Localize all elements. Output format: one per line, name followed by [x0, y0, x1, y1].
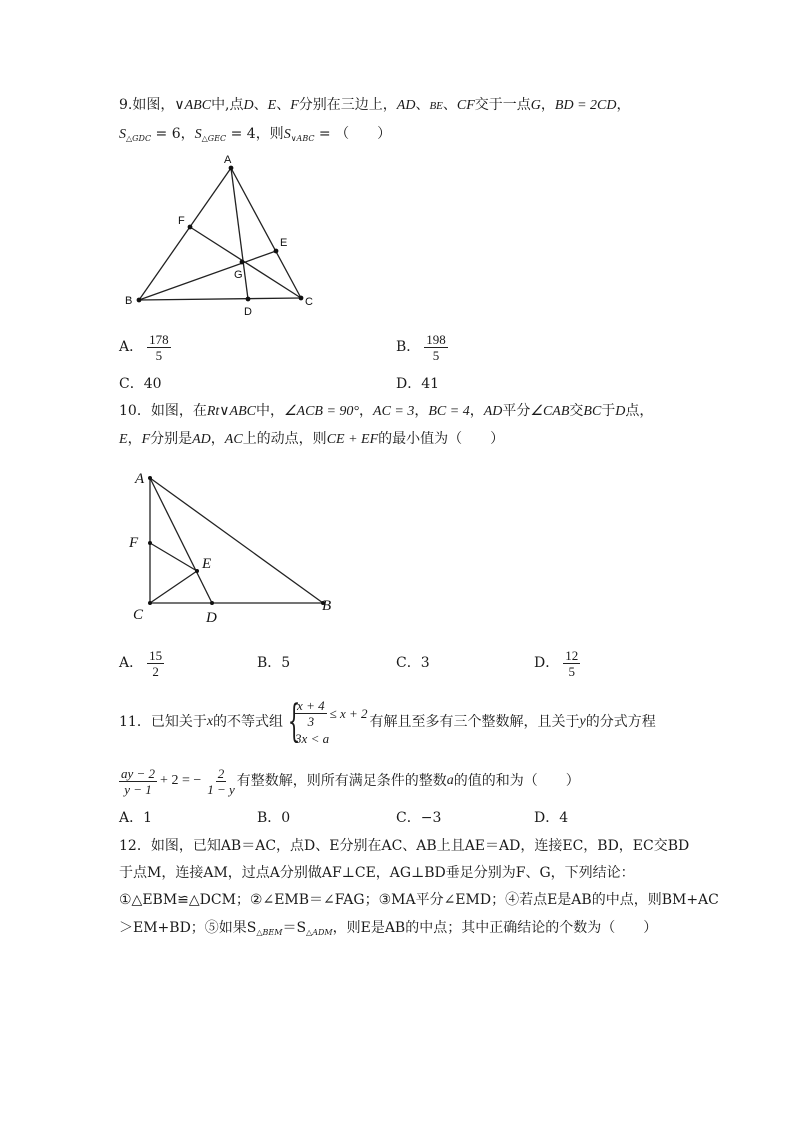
q10-text-f: 分别是 — [150, 431, 193, 447]
q9-area3-value: = （ ） — [314, 126, 392, 142]
q9-option-a-fraction — [147, 332, 171, 363]
q9-line-2 — [119, 124, 391, 149]
q9-figure — [120, 150, 320, 320]
q9-area2-sub: △GEC — [201, 134, 227, 143]
q11-option-c-value: −3 — [420, 810, 442, 826]
q10-option-a-denominator: 2 — [152, 663, 159, 679]
q9-option-a-label: A． — [119, 339, 144, 355]
q9-area3-sub: ∨ABC — [290, 134, 315, 143]
q10-comma-2: ， — [414, 403, 429, 419]
q10-dot-f — [148, 541, 152, 545]
q9-prefix: 9.如图， — [119, 97, 175, 113]
q11-var-x: x — [206, 714, 214, 729]
q10-label-b: B — [322, 598, 332, 614]
q9-dot-f — [188, 225, 193, 230]
q12-line-2: 于点M，连接AM，过点A分别做AF⊥CE，AG⊥BD垂足分别为F、G，下列结论： — [119, 865, 635, 881]
q9-option-a-numerator: 178 — [149, 331, 169, 347]
q10-option-b-label: B． — [257, 655, 282, 671]
q9-text-c: 交于一点 — [474, 97, 531, 113]
q10-dot-e — [195, 569, 199, 573]
q11-eq-middle: + 2 = − — [160, 773, 202, 788]
q9-sep-2: 、 — [276, 97, 291, 113]
q11-option-a-label: A． — [119, 810, 144, 826]
q11-inequalities — [295, 698, 367, 746]
q10-comma-4: ， — [127, 431, 142, 447]
q11-text-b: 有解且至多有三个整数解，且关于 — [369, 714, 580, 730]
q9-area2-label: S — [194, 127, 202, 142]
q9-sep-3: 、 — [415, 97, 430, 113]
q9-seg-be: BE — [429, 100, 443, 112]
q9-option-c-label: C． — [119, 376, 144, 392]
q9-area1-sub: △GDC — [126, 134, 152, 143]
q10-option-d-label: D． — [534, 655, 560, 671]
q10-option-d — [534, 646, 580, 680]
q9-condition-bd: BD = 2CD — [554, 98, 617, 113]
q10-label-d: D — [206, 610, 217, 626]
q10-triangle-abc: ABC — [229, 404, 256, 419]
q9-option-b-denominator: 5 — [432, 347, 440, 363]
q11-inequality-system — [285, 698, 367, 746]
q12-line4-b: ＝S — [282, 920, 307, 936]
q11-option-d-value: 4 — [559, 810, 569, 826]
q11-option-c — [396, 808, 441, 828]
q9-area1-value: = 6 — [151, 126, 181, 142]
q10-option-b — [257, 653, 290, 673]
q9-area3-label: S — [283, 127, 291, 142]
q11-ineq1-numerator: x + 4 — [297, 698, 325, 713]
q11-text-e: 的值的和为（ ） — [453, 773, 580, 789]
q9-option-a-denominator: 5 — [155, 347, 163, 363]
q9-label-g: G — [234, 269, 243, 281]
q10-line-1 — [119, 401, 653, 422]
q11-option-a-value: 1 — [143, 810, 153, 826]
q9-area2-value: = 4 — [226, 126, 256, 142]
q10-text-d: 于 — [601, 403, 616, 419]
q10-option-d-fraction — [563, 648, 580, 679]
q9-label-f: F — [178, 215, 185, 227]
q10-ad: AD — [483, 404, 503, 419]
q11-inequality-2: 3x < a — [295, 731, 330, 746]
q10-seg-ce — [150, 571, 197, 603]
q9-point-f: F — [290, 98, 299, 113]
q9-label-d: D — [244, 306, 252, 318]
q12-line-4 — [119, 918, 657, 943]
q9-comma-2: ， — [616, 97, 631, 113]
q10-text-b: 平分 — [502, 403, 531, 419]
q11-eq-denominator-2: 1 − y — [207, 781, 235, 797]
q9-label-a: A — [224, 154, 232, 166]
q10-point-d: D — [615, 404, 626, 419]
q9-triangle-symbol: ∨ — [174, 97, 185, 113]
q11-line-1 — [119, 694, 656, 750]
q10-figure — [125, 465, 345, 630]
q10-prefix: 10．如图，在 — [119, 403, 207, 419]
q12-line4-c: ，则E是AB的中点；其中正确结论的个数为（ ） — [332, 920, 658, 936]
q10-point-f: F — [141, 432, 151, 447]
q11-option-b-value: 0 — [281, 810, 291, 826]
q11-brace-icon: { — [287, 696, 301, 747]
q10-option-a-label: A． — [119, 655, 144, 671]
q10-text-a: 中， — [255, 403, 284, 419]
q10-triangle-symbol: ∨ — [219, 403, 230, 419]
q11-eq-numerator-2: 2 — [217, 765, 225, 781]
q9-point-e: E — [267, 98, 277, 113]
q9-area1-label: S — [119, 127, 126, 142]
q9-option-d-label: D． — [396, 376, 422, 392]
q12-line-3: ①△EBM≌△DCM；②∠EMB＝∠FAG；③MA平分∠EMD；④若点E是AB的中点，则BM+AC — [119, 892, 719, 908]
q11-var-y: y — [579, 714, 586, 729]
q9-label-e: E — [280, 237, 288, 249]
q10-side-ab — [150, 478, 323, 603]
q10-label-a: A — [135, 471, 145, 487]
q10-dot-c — [148, 601, 152, 605]
q10-comma-1: ， — [359, 403, 374, 419]
q9-side-ab — [139, 168, 231, 300]
q9-option-c — [119, 374, 162, 394]
q10-dot-a — [148, 476, 152, 480]
q9-option-d — [396, 374, 439, 394]
q10-option-d-denominator: 5 — [568, 663, 575, 679]
q9-point-g: G — [530, 98, 541, 113]
q9-dot-b — [137, 298, 142, 303]
q10-option-c — [396, 653, 430, 673]
q9-text-d: ，则 — [255, 126, 284, 142]
q11-eq-fraction-2 — [205, 766, 237, 797]
q10-seg-fe — [150, 543, 197, 571]
q9-side-bc — [139, 298, 301, 300]
q11-ineq1-denominator: 3 — [307, 714, 315, 729]
q9-option-c-value: 40 — [143, 376, 162, 392]
q9-line-1 — [119, 95, 630, 116]
q9-dot-c — [299, 296, 304, 301]
q10-angle: ∠ACB = 90° — [283, 404, 360, 419]
q11-option-d-label: D． — [534, 810, 560, 826]
q9-option-b-label: B． — [396, 339, 421, 355]
q9-text-a: 中,点 — [211, 97, 244, 113]
q9-option-a — [119, 330, 171, 364]
q10-comma-3: ， — [469, 403, 484, 419]
q11-ineq1-rhs: ≤ x + 2 — [329, 705, 368, 721]
q12-line4-a: ＞EM+BD；⑤如果S — [119, 920, 257, 936]
q10-text-e: 点， — [625, 403, 654, 419]
q11-option-a — [119, 808, 152, 828]
q10-seg-ad — [150, 478, 212, 603]
q9-option-b — [396, 330, 448, 364]
q11-option-c-label: C． — [396, 810, 421, 826]
q11-eq-fraction-1 — [119, 766, 157, 797]
q12-line-1: 12．如图，已知AB＝AC，点D、E分别在AC、AB上且AE＝AD，连接EC，BD，EC交BD — [119, 838, 690, 854]
q10-ac: AC = 3 — [373, 404, 415, 419]
q9-comma-3: ， — [180, 126, 195, 142]
q11-inequality-1 — [295, 698, 367, 729]
q10-text-h: 的最小值为（ ） — [378, 431, 505, 447]
q10-expression: CE + EF — [326, 432, 379, 447]
q9-point-d: D — [243, 98, 254, 113]
q11-line-2 — [119, 762, 580, 800]
q10-ac2: AC — [224, 432, 243, 447]
q10-option-c-value: 3 — [420, 655, 430, 671]
q10-cab: ∠CAB — [530, 404, 570, 419]
q11-eq-numerator-1: ay − 2 — [121, 765, 156, 781]
q9-seg-cf: CF — [456, 98, 475, 113]
q9-seg-ad: AD — [396, 98, 416, 113]
q9-sep-1: 、 — [253, 97, 268, 113]
q10-line-2 — [119, 429, 504, 450]
q10-comma-5: ， — [210, 431, 225, 447]
q10-bc2: BC — [583, 404, 602, 419]
q9-dot-d — [246, 297, 251, 302]
q11-eq-denominator-1: y − 1 — [124, 781, 152, 797]
q9-dot-g — [240, 260, 245, 265]
q11-text-c: 的分式方程 — [585, 714, 656, 730]
q11-option-b — [257, 808, 290, 828]
q9-dot-e — [274, 249, 279, 254]
q11-prefix: 11．已知关于 — [119, 714, 207, 730]
q9-label-c: C — [305, 296, 313, 308]
q9-option-d-value: 41 — [421, 376, 440, 392]
q10-option-a — [119, 646, 164, 680]
q9-sep-4: 、 — [442, 97, 457, 113]
q10-text-c: 交 — [569, 403, 584, 419]
q10-label-e: E — [202, 556, 212, 572]
q12-line4-sub-1: △BEM — [256, 928, 283, 937]
q9-comma-1: ， — [540, 97, 555, 113]
q10-rt: Rt — [206, 404, 220, 419]
q11-option-b-label: B． — [257, 810, 282, 826]
q10-ad2: AD — [192, 432, 211, 447]
q10-text-g: 上的动点，则 — [242, 431, 327, 447]
q12-line4-sub-2: △ADM — [306, 928, 333, 937]
q9-option-b-fraction — [424, 332, 448, 363]
q11-option-d — [534, 808, 568, 828]
q10-label-c: C — [133, 607, 144, 623]
q10-point-e: E — [119, 432, 128, 447]
q10-option-d-numerator: 12 — [565, 647, 579, 663]
q9-option-b-numerator: 198 — [426, 331, 446, 347]
q11-var-a: a — [446, 773, 454, 788]
q11-text-d: 有整数解，则所有满足条件的整数 — [236, 773, 447, 789]
q9-seg-be-line — [139, 251, 276, 300]
q10-option-c-label: C． — [396, 655, 421, 671]
q9-dot-a — [229, 166, 234, 171]
q11-text-a: 的不等式组 — [213, 714, 284, 730]
q9-label-b: B — [125, 295, 133, 307]
q10-bc: BC = 4 — [428, 404, 470, 419]
q10-dot-d — [210, 601, 214, 605]
q9-triangle-abc: ABC — [184, 98, 212, 113]
q10-option-a-numerator: 15 — [149, 647, 163, 663]
q10-option-b-value: 5 — [281, 655, 291, 671]
q10-option-a-fraction — [147, 648, 164, 679]
q10-label-f: F — [129, 535, 139, 551]
q9-text-b: 分别在三边上， — [298, 97, 397, 113]
